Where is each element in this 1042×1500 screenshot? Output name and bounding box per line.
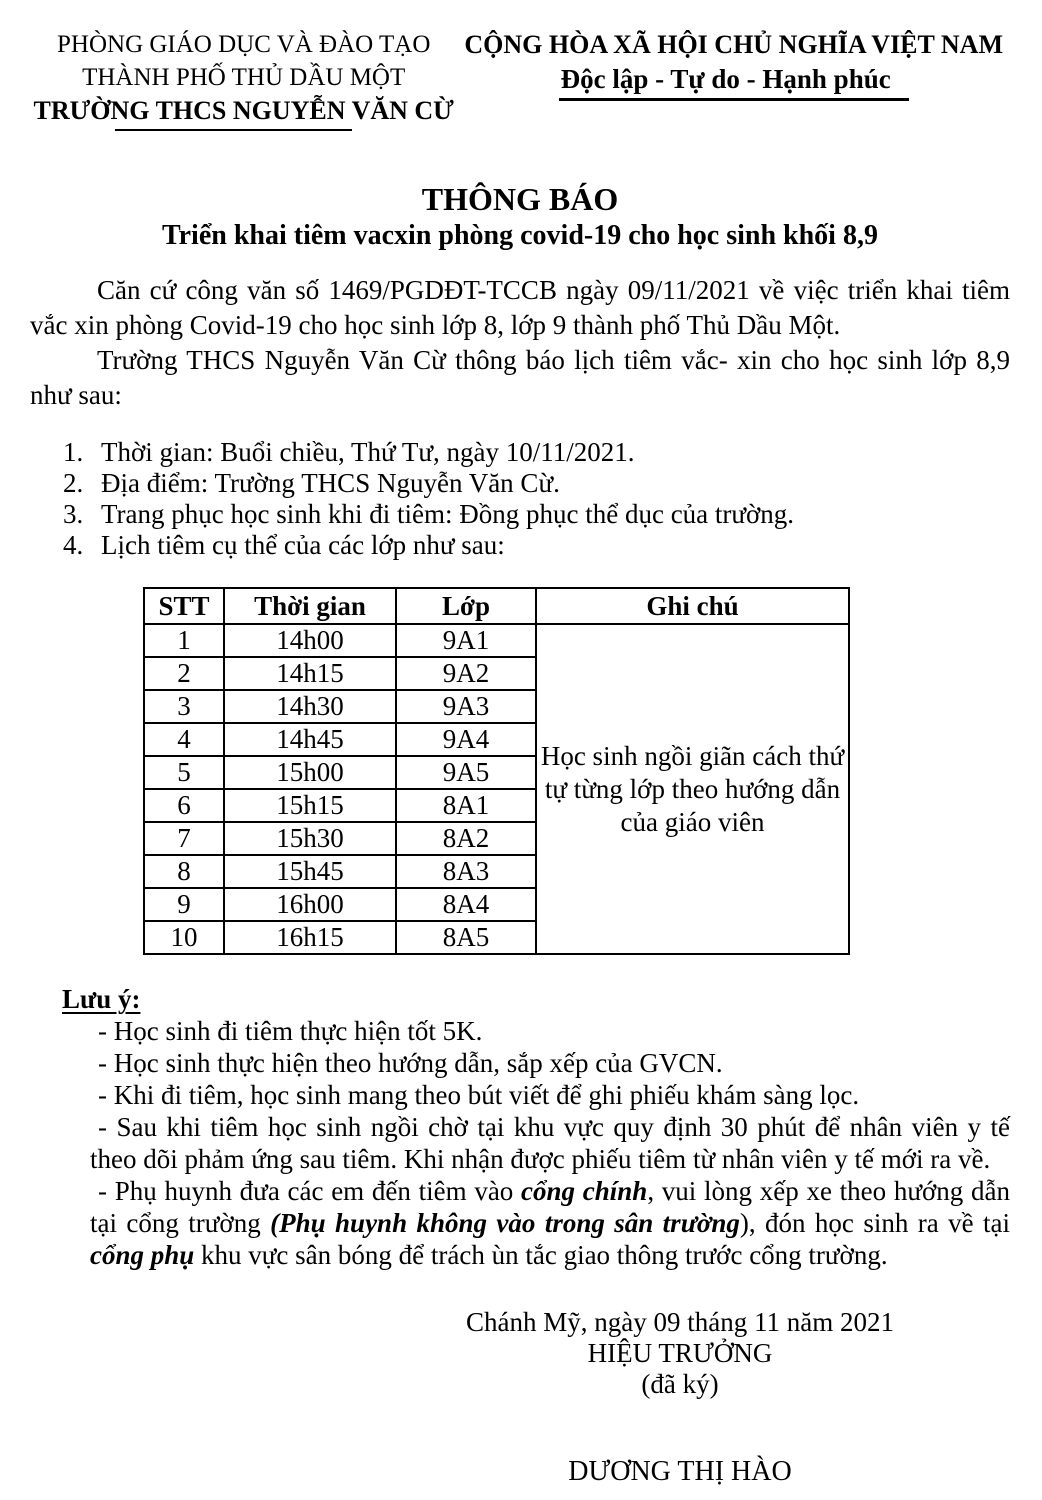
signature-signed-note: (đã ký) (641, 1369, 719, 1399)
list-item-1 (63, 437, 1010, 468)
table-cell: 2 (144, 657, 224, 690)
issuing-authority-block (30, 28, 457, 131)
list-item-text: Thời gian: Buổi chiều, Thứ Tư, ngày 10/11/2021. (101, 437, 635, 467)
document-subtitle: Triển khai tiêm vacxin phòng covid-19 cho học sinh khối 8,9 (162, 220, 878, 251)
table-cell: 8A2 (396, 822, 536, 855)
table-cell: 10 (144, 921, 224, 954)
table-cell: 3 (144, 690, 224, 723)
table-cell: 14h00 (224, 624, 396, 657)
list-item-text: Địa điểm: Trường THCS Nguyễn Văn Cừ. (101, 468, 560, 498)
table-row (144, 588, 849, 624)
table-cell: 9A2 (396, 657, 536, 690)
national-motto: Độc lập - Tự do - Hạnh phúc (559, 62, 909, 101)
note-text: khu vực sân bóng để trách ùn tắc giao thông trước cổng trường. (194, 1240, 888, 1270)
document-header (30, 28, 1010, 131)
table-cell: 4 (144, 723, 224, 756)
table-cell: 9A3 (396, 690, 536, 723)
list-item-number: 3. (63, 499, 84, 529)
numbered-list (63, 437, 1010, 561)
signature-date-line: Chánh Mỹ, ngày 09 tháng 11 năm 2021 (466, 1307, 894, 1337)
column-header: Thời gian (224, 588, 396, 624)
notes-list (30, 1015, 1010, 1271)
table-cell: 7 (144, 822, 224, 855)
notes-section (30, 983, 1010, 1271)
authority-line-2: THÀNH PHỐ THỦ DẦU MỘT (82, 64, 406, 91)
list-item-number: 4. (63, 530, 84, 560)
table-cell: 8A5 (396, 921, 536, 954)
national-header-block (457, 28, 1010, 101)
national-title: CỘNG HÒA XÃ HỘI CHỦ NGHĨA VIỆT NAM (464, 30, 1003, 59)
note-item-1 (90, 1015, 1010, 1047)
signature-name: DƯƠNG THỊ HÀO (568, 1456, 792, 1487)
notes-heading: Lưu ý: (62, 984, 141, 1014)
school-name-underline (115, 129, 352, 131)
table-cell: 16h15 (224, 921, 396, 954)
table-cell: 6 (144, 789, 224, 822)
table-cell: 8A4 (396, 888, 536, 921)
list-item-3 (63, 499, 1010, 530)
column-header: STT (144, 588, 224, 624)
note-item-5 (90, 1175, 1010, 1271)
note-item-2 (90, 1047, 1010, 1079)
school-name: TRƯỜNG THCS NGUYỄN VĂN CỪ (33, 96, 454, 125)
table-cell: 15h45 (224, 855, 396, 888)
table-cell: 15h00 (224, 756, 396, 789)
table-cell: 15h15 (224, 789, 396, 822)
table-cell: 14h30 (224, 690, 396, 723)
list-item-2 (63, 468, 1010, 499)
table-header-row (144, 588, 849, 624)
column-header: Ghi chú (536, 588, 849, 624)
table-cell: 1 (144, 624, 224, 657)
note-emphasis-text: cổng phụ (90, 1240, 195, 1270)
note-text: , vui lòng xếp xe theo hướng dẫn tại cổng trường (90, 1176, 1010, 1238)
note-text: - Khi đi tiêm, học sinh mang theo bút viết để ghi phiếu khám sàng lọc. (98, 1080, 860, 1110)
table-cell: 5 (144, 756, 224, 789)
document-title: THÔNG BÁO (421, 181, 619, 217)
table-cell: 9 (144, 888, 224, 921)
table-cell: 8 (144, 855, 224, 888)
table-cell: 9A5 (396, 756, 536, 789)
paragraph-legal-basis: Căn cứ công văn số 1469/PGDĐT-TCCB ngày 09/11/2021 về việc triển khai tiêm vắc xin phòng Covid-19 cho học sinh lớp 8, lớp 9 thành phố Thủ Dầu Một. (30, 275, 1010, 340)
signature-block (350, 1307, 1010, 1487)
list-item-4 (63, 530, 1010, 561)
list-item-text: Lịch tiêm cụ thể của các lớp như sau: (101, 530, 505, 560)
table-cell: 8A3 (396, 855, 536, 888)
table-cell: 9A4 (396, 723, 536, 756)
note-text: - Học sinh thực hiện theo hướng dẫn, sắp xếp của GVCN. (98, 1048, 723, 1078)
column-header: Lớp (396, 588, 536, 624)
note-text: - Sau khi tiêm học sinh ngồi chờ tại khu vực quy định 30 phút để nhân viên y tế theo dõi phảm ứng sau tiêm. Khi nhận được phiếu tiêm từ nhân viên y tế mới ra về. (90, 1112, 1010, 1174)
table-cell: 14h45 (224, 723, 396, 756)
table-cell: 9A1 (396, 624, 536, 657)
vaccination-schedule-table (143, 587, 850, 955)
note-emphasis-text: (Phụ huynh không vào trong sân trường (270, 1208, 740, 1238)
table-cell: 16h00 (224, 888, 396, 921)
list-item-number: 2. (63, 468, 84, 498)
list-item-text: Trang phục học sinh khi đi tiêm: Đồng phục thể dục của trường. (101, 499, 795, 529)
note-item-4 (90, 1111, 1010, 1175)
note-item-3 (90, 1079, 1010, 1111)
note-text: - Học sinh đi tiêm thực hiện tốt 5K. (98, 1016, 483, 1046)
signature-role: HIỆU TRƯỞNG (587, 1338, 773, 1368)
table-cell: 15h30 (224, 822, 396, 855)
table-cell: 14h15 (224, 657, 396, 690)
table-row (144, 624, 849, 657)
paragraph-announcement: Trường THCS Nguyễn Văn Cừ thông báo lịch tiêm vắc- xin cho học sinh lớp 8,9 như sau: (30, 345, 1010, 410)
table-cell: 8A1 (396, 789, 536, 822)
note-text: - Phụ huynh đưa các em đến tiêm vào (98, 1176, 522, 1206)
note-emphasis-text: cổng chính (521, 1176, 648, 1206)
authority-line-1: PHÒNG GIÁO DỤC VÀ ĐÀO TẠO (57, 31, 431, 58)
note-text: ), đón học sinh ra về tại (739, 1208, 1010, 1238)
table-body (144, 624, 849, 954)
list-item-number: 1. (63, 437, 84, 467)
table-note-cell: Học sinh ngồi giãn cách thứ tự từng lớp theo hướng dẫn của giáo viên (536, 624, 849, 954)
